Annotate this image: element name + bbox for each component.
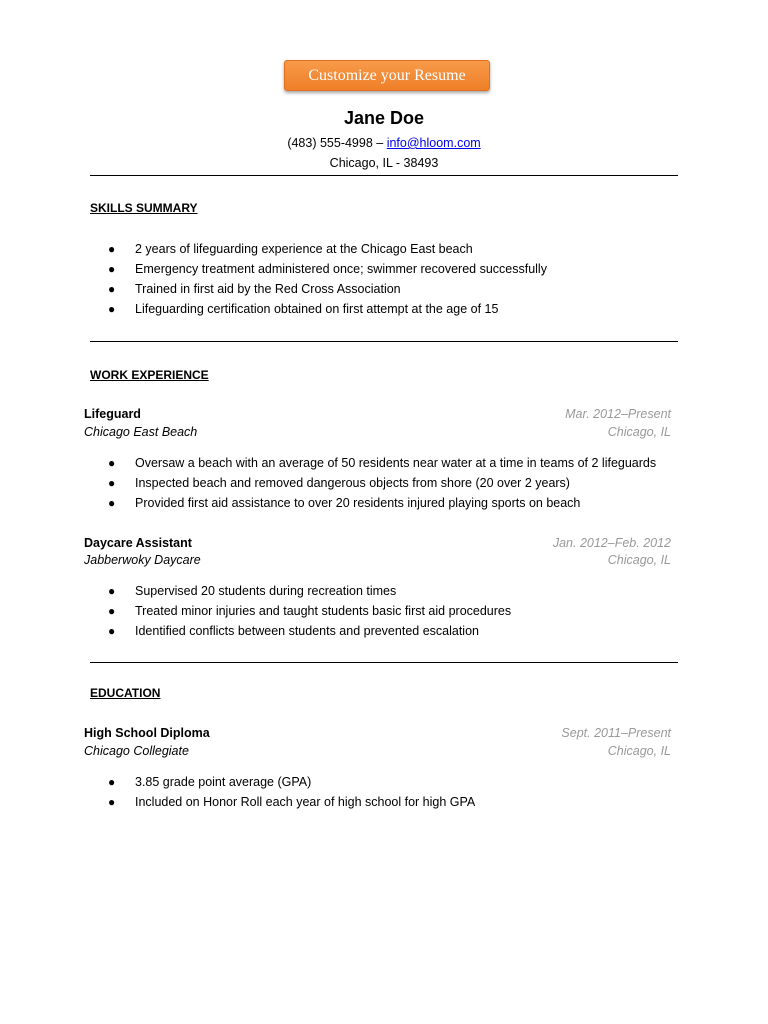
list-item-text: Provided first aid assistance to over 20 residents injured playing sports on beach: [135, 496, 581, 510]
list-item: [108, 453, 708, 473]
divider: [90, 662, 678, 663]
job-location: Chicago, IL: [607, 553, 671, 567]
list-item-text: 3.85 grade point average (GPA): [135, 775, 312, 789]
bullet-icon: ●: [108, 624, 116, 638]
job-bullets: [108, 453, 708, 513]
list-item-text: Lifeguarding certification obtained on first attempt at the age of 15: [135, 302, 499, 316]
list-item: [108, 772, 708, 792]
list-item: [108, 581, 708, 601]
bullet-icon: ●: [108, 795, 116, 809]
education-bullets: [108, 772, 708, 812]
job-location: Chicago, IL: [607, 425, 671, 439]
job-dates: Mar. 2012–Present: [565, 407, 671, 421]
job-title: Lifeguard: [84, 407, 141, 421]
candidate-name: Jane Doe: [343, 108, 425, 128]
list-item-text: Treated minor injuries and taught students basic first aid procedures: [135, 604, 512, 618]
divider: [90, 341, 678, 342]
phone-number: (483) 555-4998 –: [287, 136, 387, 150]
education-dates: Sept. 2011–Present: [561, 726, 671, 740]
list-item-text: Oversaw a beach with an average of 50 residents near water at a time in teams of 2 lifeguards: [135, 456, 657, 470]
section-title-education: EDUCATION: [90, 686, 161, 700]
bullet-icon: ●: [108, 775, 116, 789]
list-item: [108, 239, 708, 259]
customize-resume-button[interactable]: Customize your Resume: [284, 60, 490, 91]
list-item-text: Included on Honor Roll each year of high school for high GPA: [135, 795, 476, 809]
degree-title: High School Diploma: [84, 726, 210, 740]
contact-line: [0, 136, 768, 150]
school-location: Chicago, IL: [607, 744, 671, 758]
job-title: Daycare Assistant: [84, 536, 192, 550]
email-link[interactable]: info@hloom.com: [386, 136, 481, 150]
job-bullets: [108, 581, 708, 641]
bullet-icon: ●: [108, 262, 116, 276]
bullet-icon: ●: [108, 496, 116, 510]
school-name: Chicago Collegiate: [84, 744, 189, 758]
list-item-text: Inspected beach and removed dangerous objects from shore (20 over 2 years): [135, 476, 570, 490]
list-item: [108, 279, 708, 299]
list-item: [108, 299, 708, 319]
bullet-icon: ●: [108, 242, 116, 256]
list-item: [108, 601, 708, 621]
skills-list: [108, 239, 708, 319]
bullet-icon: ●: [108, 456, 116, 470]
list-item: [108, 792, 708, 812]
list-item-text: 2 years of lifeguarding experience at the Chicago East beach: [135, 242, 473, 256]
list-item: [108, 473, 708, 493]
address-line: Chicago, IL - 38493: [329, 156, 439, 170]
bullet-icon: ●: [108, 302, 116, 316]
job-dates: Jan. 2012–Feb. 2012: [552, 536, 671, 550]
list-item: [108, 259, 708, 279]
list-item-text: Trained in first aid by the Red Cross Association: [135, 282, 401, 296]
list-item-text: Emergency treatment administered once; swimmer recovered successfully: [135, 262, 547, 276]
divider: [90, 175, 678, 176]
section-title-work: WORK EXPERIENCE: [90, 368, 209, 382]
bullet-icon: ●: [108, 604, 116, 618]
bullet-icon: ●: [108, 282, 116, 296]
list-item: [108, 493, 708, 513]
section-title-skills: SKILLS SUMMARY: [90, 201, 198, 215]
bullet-icon: ●: [108, 476, 116, 490]
bullet-icon: ●: [108, 584, 116, 598]
job-organization: Chicago East Beach: [84, 425, 198, 439]
job-organization: Jabberwoky Daycare: [84, 553, 201, 567]
list-item-text: Supervised 20 students during recreation times: [135, 584, 397, 598]
list-item-text: Identified conflicts between students and prevented escalation: [135, 624, 479, 638]
list-item: [108, 621, 708, 641]
